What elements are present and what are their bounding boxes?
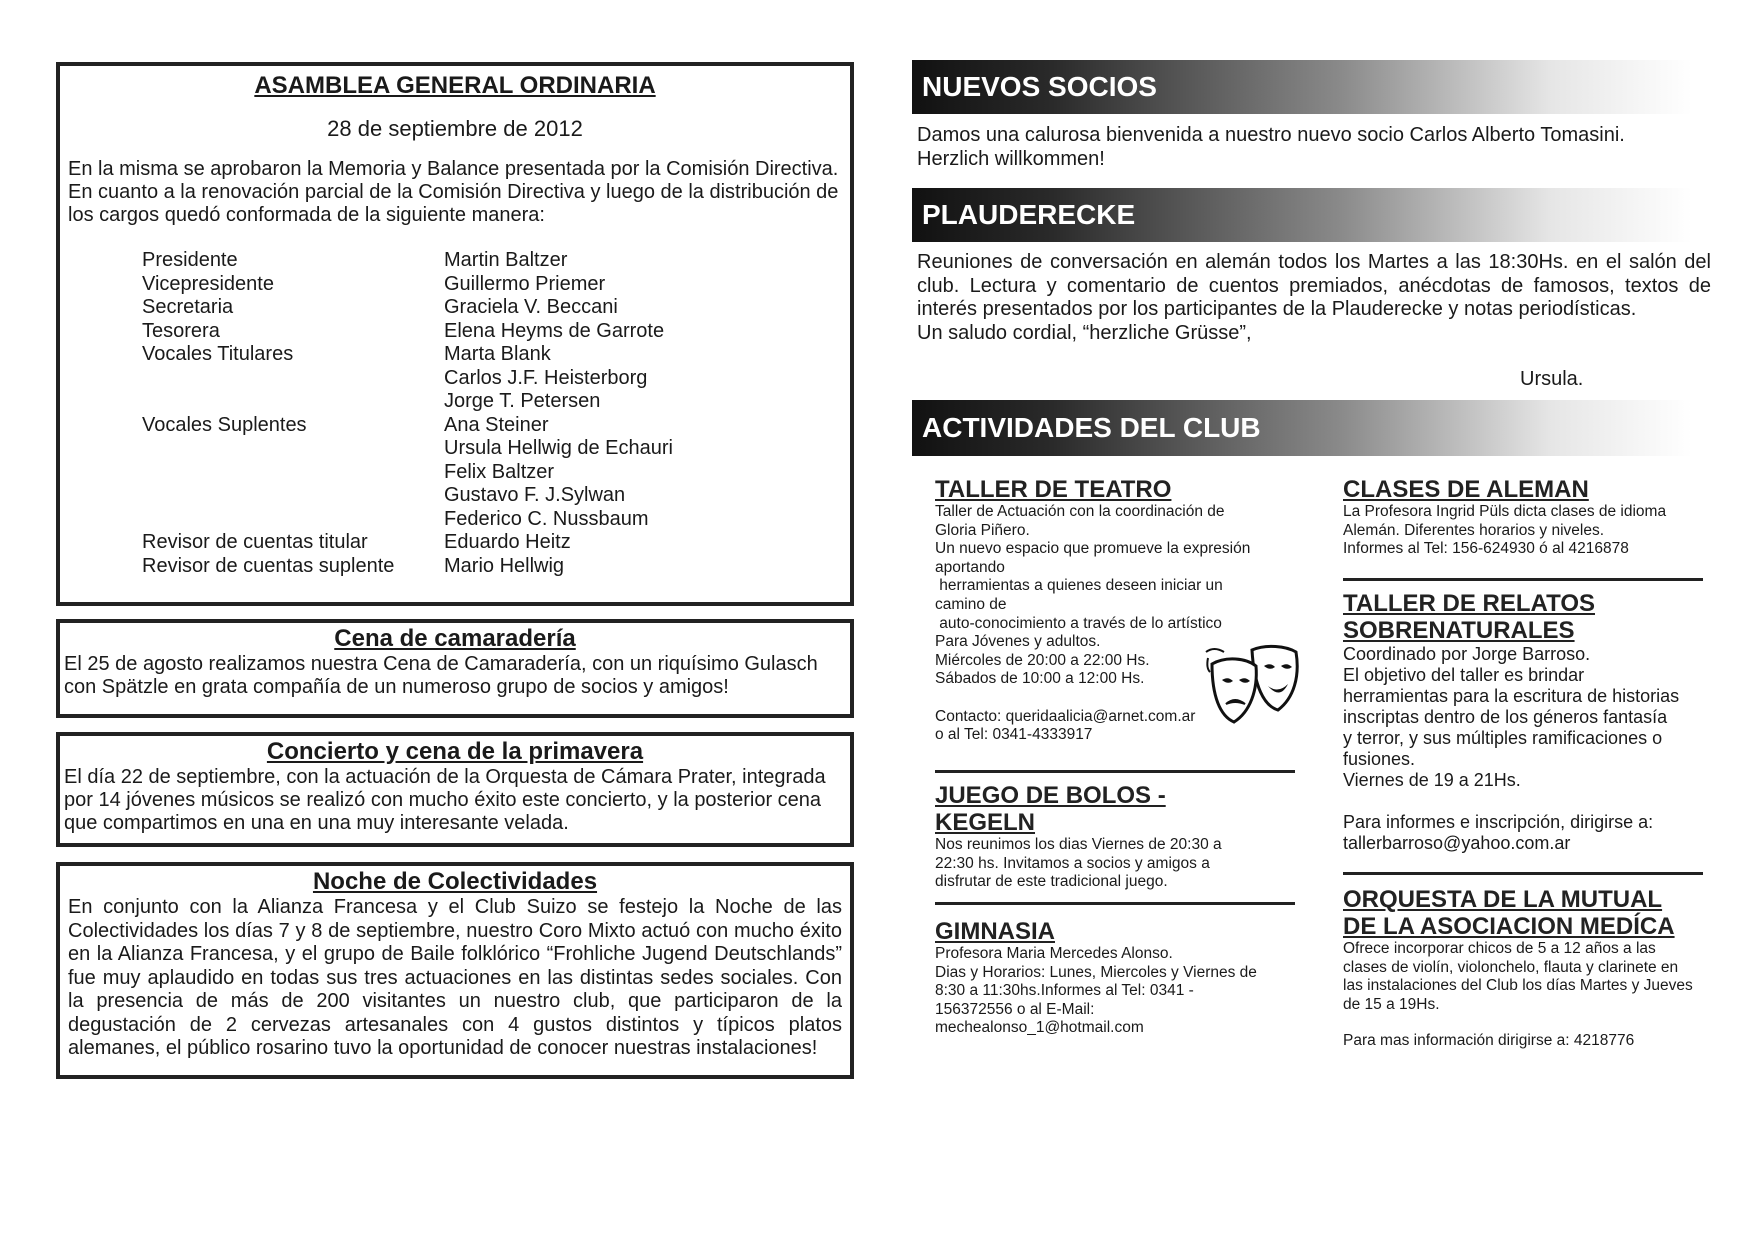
gimnasia-line: Profesora Maria Mercedes Alonso. <box>935 945 1173 962</box>
teatro-line: Gloria Piñero. <box>935 521 1030 539</box>
cargo-name: Jorge T. Petersen <box>444 390 601 412</box>
cargo-row <box>142 555 842 579</box>
relatos-line: y terror, y sus múltiples ramificaciones o <box>1343 728 1663 748</box>
asamblea-box <box>56 62 854 606</box>
gimnasia-line: 8:30 a 11:30hs.Informes al Tel: 0341 - <box>935 982 1194 1000</box>
cargo-row <box>142 484 842 508</box>
bolos-text: Nos reunimos los dias Viernes de 20:30 a 22:30 hs. Invitamos a socios y amigos a disfrutar de este tradicional juego. <box>935 836 1222 891</box>
cargo-row <box>142 273 842 297</box>
asamblea-date: 28 de septiembre de 2012 <box>327 116 583 141</box>
teatro-line: Miércoles de 20:00 a 22:00 Hs. <box>935 651 1150 669</box>
cargo-role: Revisor de cuentas titular <box>142 531 368 553</box>
cargo-row <box>142 320 842 344</box>
orquesta-block <box>1343 886 1703 1051</box>
aleman-line: Alemán. Diferentes horarios y niveles. <box>1343 521 1605 539</box>
orquesta-title: DE LA ASOCIACION MEDÍCA <box>1343 913 1675 940</box>
cena-title: Cena de camaradería <box>334 625 576 652</box>
concierto-title: Concierto y cena de la primavera <box>266 738 644 765</box>
bolos-title: JUEGO DE BOLOS - <box>935 782 1166 809</box>
relatos-line <box>1343 791 1703 812</box>
noche-title: Noche de Colectividades <box>312 868 598 895</box>
cargo-role <box>142 367 444 391</box>
cargo-name: Eduardo Heitz <box>444 531 571 553</box>
cargo-role: Vicepresidente <box>142 272 274 295</box>
aleman-title: CLASES DE ALEMAN <box>1343 476 1589 503</box>
bolos-block <box>935 782 1295 892</box>
gimnasia-block <box>935 918 1295 1038</box>
teatro-line: Sábados de 10:00 a 12:00 Hs. <box>935 670 1145 688</box>
cargo-name: Gustavo F. J.Sylwan <box>444 484 626 506</box>
relatos-line: fusiones. <box>1343 749 1416 769</box>
cargo-row <box>142 390 842 414</box>
cargo-name: Federico C. Nussbaum <box>444 507 649 530</box>
actividades-banner: ACTIVIDADES DEL CLUB <box>912 400 1692 456</box>
orquesta-text: Ofrece incorporar chicos de 5 a 12 años a las clases de violín, violonchelo, flauta y clarinete en las instalaciones del Club los días Martes y Jueves de 15 a 19Hs. <box>1343 940 1693 1013</box>
asamblea-title: ASAMBLEA GENERAL ORDINARIA <box>254 72 656 99</box>
relatos-line: Coordinado por Jorge Barroso. <box>1343 644 1591 664</box>
cargo-name: Ursula Hellwig de Echauri <box>444 437 673 459</box>
cargos-list <box>142 249 842 578</box>
gimnasia-line: Dias y Horarios: Lunes, Miercoles y Viernes de <box>935 963 1257 981</box>
cena-text: El 25 de agosto realizamos nuestra Cena de Camaradería, con un riquísimo Gulasch con Spätzle en grata compañía de un numeroso grupo de socios y amigos! <box>64 653 818 698</box>
cargo-name: Marta Blank <box>444 343 551 365</box>
plauderecke-banner: PLAUDERECKE <box>912 188 1692 242</box>
teatro-line: camino de <box>935 595 1007 613</box>
concierto-text: El día 22 de septiembre, con la actuación de la Orquesta de Cámara Prater, integrada por 14 jóvenes músicos se realizó con mucho éxito este concierto, y la posterior cena que compartimos en una en una muy interesante velada. <box>64 766 826 834</box>
divider <box>935 902 1295 905</box>
cargo-row <box>142 367 842 391</box>
teatro-line: auto-conocimiento a través de lo artístico <box>935 614 1222 632</box>
cargo-name: Felix Baltzer <box>444 460 555 483</box>
relatos-email: tallerbarroso@yahoo.com.ar <box>1343 833 1571 853</box>
cargo-name: Martin Baltzer <box>444 249 568 271</box>
cargo-role <box>142 461 444 485</box>
cargo-name: Mario Hellwig <box>444 554 565 577</box>
cargo-role: Revisor de cuentas suplente <box>142 554 395 577</box>
cargo-row <box>142 249 842 273</box>
divider <box>1343 578 1703 581</box>
plauderecke-text <box>917 251 1711 345</box>
orquesta-info: Para mas información dirigirse a: 4218776 <box>1343 1032 1635 1050</box>
orquesta-title: ORQUESTA DE LA MUTUAL <box>1343 886 1663 913</box>
noche-text: En conjunto con la Alianza Francesa y el Club Suizo se festejo la Noche de las Colectividades los días 7 y 8 de septiembre, nuestro Coro Mixto actuó con mucho éxito en la Alianza Francesa, y el grupo de Baile folklórico “Frohliche Jugend Deutschlands” fue muy aplaudido en todas sus tres actuaciones en las distintas sedes sociales. Con la presencia de más de 200 visitantes un nuestro club, que participaron de la degustación de 2 cervezas artesanales con 4 gustos distintos y típicos platos alemanes, el público rosarino tuvo la oportunidad de conocer nuestras instalaciones! <box>68 896 842 1059</box>
cargo-row <box>142 508 842 532</box>
teatro-line: aportando <box>935 558 1005 576</box>
cargo-name: Elena Heyms de Garrote <box>444 319 665 342</box>
teatro-phone: o al Tel: 0341-4333917 <box>935 726 1093 744</box>
relatos-title: SOBRENATURALES <box>1343 617 1575 644</box>
cargo-name: Graciela V. Beccani <box>444 296 618 318</box>
cargo-name: Guillermo Priemer <box>444 272 606 295</box>
cargo-row <box>142 343 842 367</box>
gimnasia-title: GIMNASIA <box>935 918 1055 945</box>
teatro-contact: Contacto: queridaalicia@arnet.com.ar <box>935 707 1196 725</box>
gimnasia-email: mechealonso_1@hotmail.com <box>935 1019 1144 1037</box>
relatos-line: inscriptas dentro de los géneros fantasía <box>1343 707 1668 727</box>
asamblea-intro: En la misma se aprobaron la Memoria y Balance presentada por la Comisión Directiva. En cuanto a la renovación parcial de la Comisión Directiva y luego de la distribución de los cargos quedó conformada de la siguiente manera: <box>68 158 839 226</box>
socios-line: Herzlich willkommen! <box>917 147 1105 170</box>
teatro-line: herramientas a quienes deseen iniciar un <box>935 577 1223 595</box>
noche-box <box>56 862 854 1079</box>
cargo-role: Tesorera <box>142 319 220 342</box>
nuevos-socios-banner: NUEVOS SOCIOS <box>912 60 1692 114</box>
relatos-line: herramientas para la escritura de historias <box>1343 686 1680 706</box>
cargo-role <box>142 484 444 508</box>
teatro-title: TALLER DE TEATRO <box>935 476 1172 503</box>
cargo-row <box>142 296 842 320</box>
aleman-block <box>1343 476 1703 559</box>
cargo-name: Carlos J.F. Heisterborg <box>444 366 648 389</box>
plauderecke-firma: Ursula. <box>1520 368 1584 390</box>
cargo-row <box>142 531 842 555</box>
concierto-box <box>56 732 854 847</box>
cargo-role: Vocales Titulares <box>142 343 294 365</box>
socios-line: Damos una calurosa bienvenida a nuestro nuevo socio Carlos Alberto Tomasini. <box>917 124 1625 146</box>
teatro-line: Para Jóvenes y adultos. <box>935 633 1101 651</box>
cena-box <box>56 619 854 718</box>
relatos-line: El objetivo del taller es brindar <box>1343 665 1585 685</box>
relatos-line: Viernes de 19 a 21Hs. <box>1343 770 1521 790</box>
cargo-role: Presidente <box>142 249 238 271</box>
cargo-name: Ana Steiner <box>444 413 549 436</box>
cargo-row <box>142 461 842 485</box>
divider <box>1343 872 1703 875</box>
cargo-role: Secretaria <box>142 296 234 318</box>
cargo-role <box>142 437 444 461</box>
teatro-line: Taller de Actuación con la coordinación de <box>935 503 1225 520</box>
relatos-line: Para informes e inscripción, dirigirse a: <box>1343 812 1654 832</box>
plauderecke-paragraph: Reuniones de conversación en alemán todos los Martes a las 18:30Hs. en el salón del club. Lectura y comentario de cuentos premiados, anécdotas de famosos, textos de interés presentados por los participantes de la Plauderecke y notas periodísticas. <box>917 251 1711 320</box>
teatro-line: Un nuevo espacio que promueve la expresión <box>935 540 1251 558</box>
cargo-role <box>142 508 444 532</box>
cargo-row <box>142 414 842 438</box>
gimnasia-line: 156372556 o al E-Mail: <box>935 1000 1095 1018</box>
relatos-block <box>1343 590 1703 854</box>
aleman-line: La Profesora Ingrid Püls dicta clases de idioma <box>1343 503 1667 520</box>
aleman-line: Informes al Tel: 156-624930 ó al 4216878 <box>1343 540 1629 558</box>
plauderecke-saludo: Un saludo cordial, “herzliche Grüsse”, <box>917 321 1252 344</box>
bolos-title: KEGELN <box>935 809 1036 836</box>
cargo-role <box>142 390 444 414</box>
divider <box>935 770 1295 773</box>
relatos-title: TALLER DE RELATOS <box>1343 590 1595 617</box>
cargo-row <box>142 437 842 461</box>
cargo-role: Vocales Suplentes <box>142 413 307 436</box>
theater-masks-icon <box>1204 642 1304 732</box>
nuevos-socios-text <box>917 124 1711 171</box>
